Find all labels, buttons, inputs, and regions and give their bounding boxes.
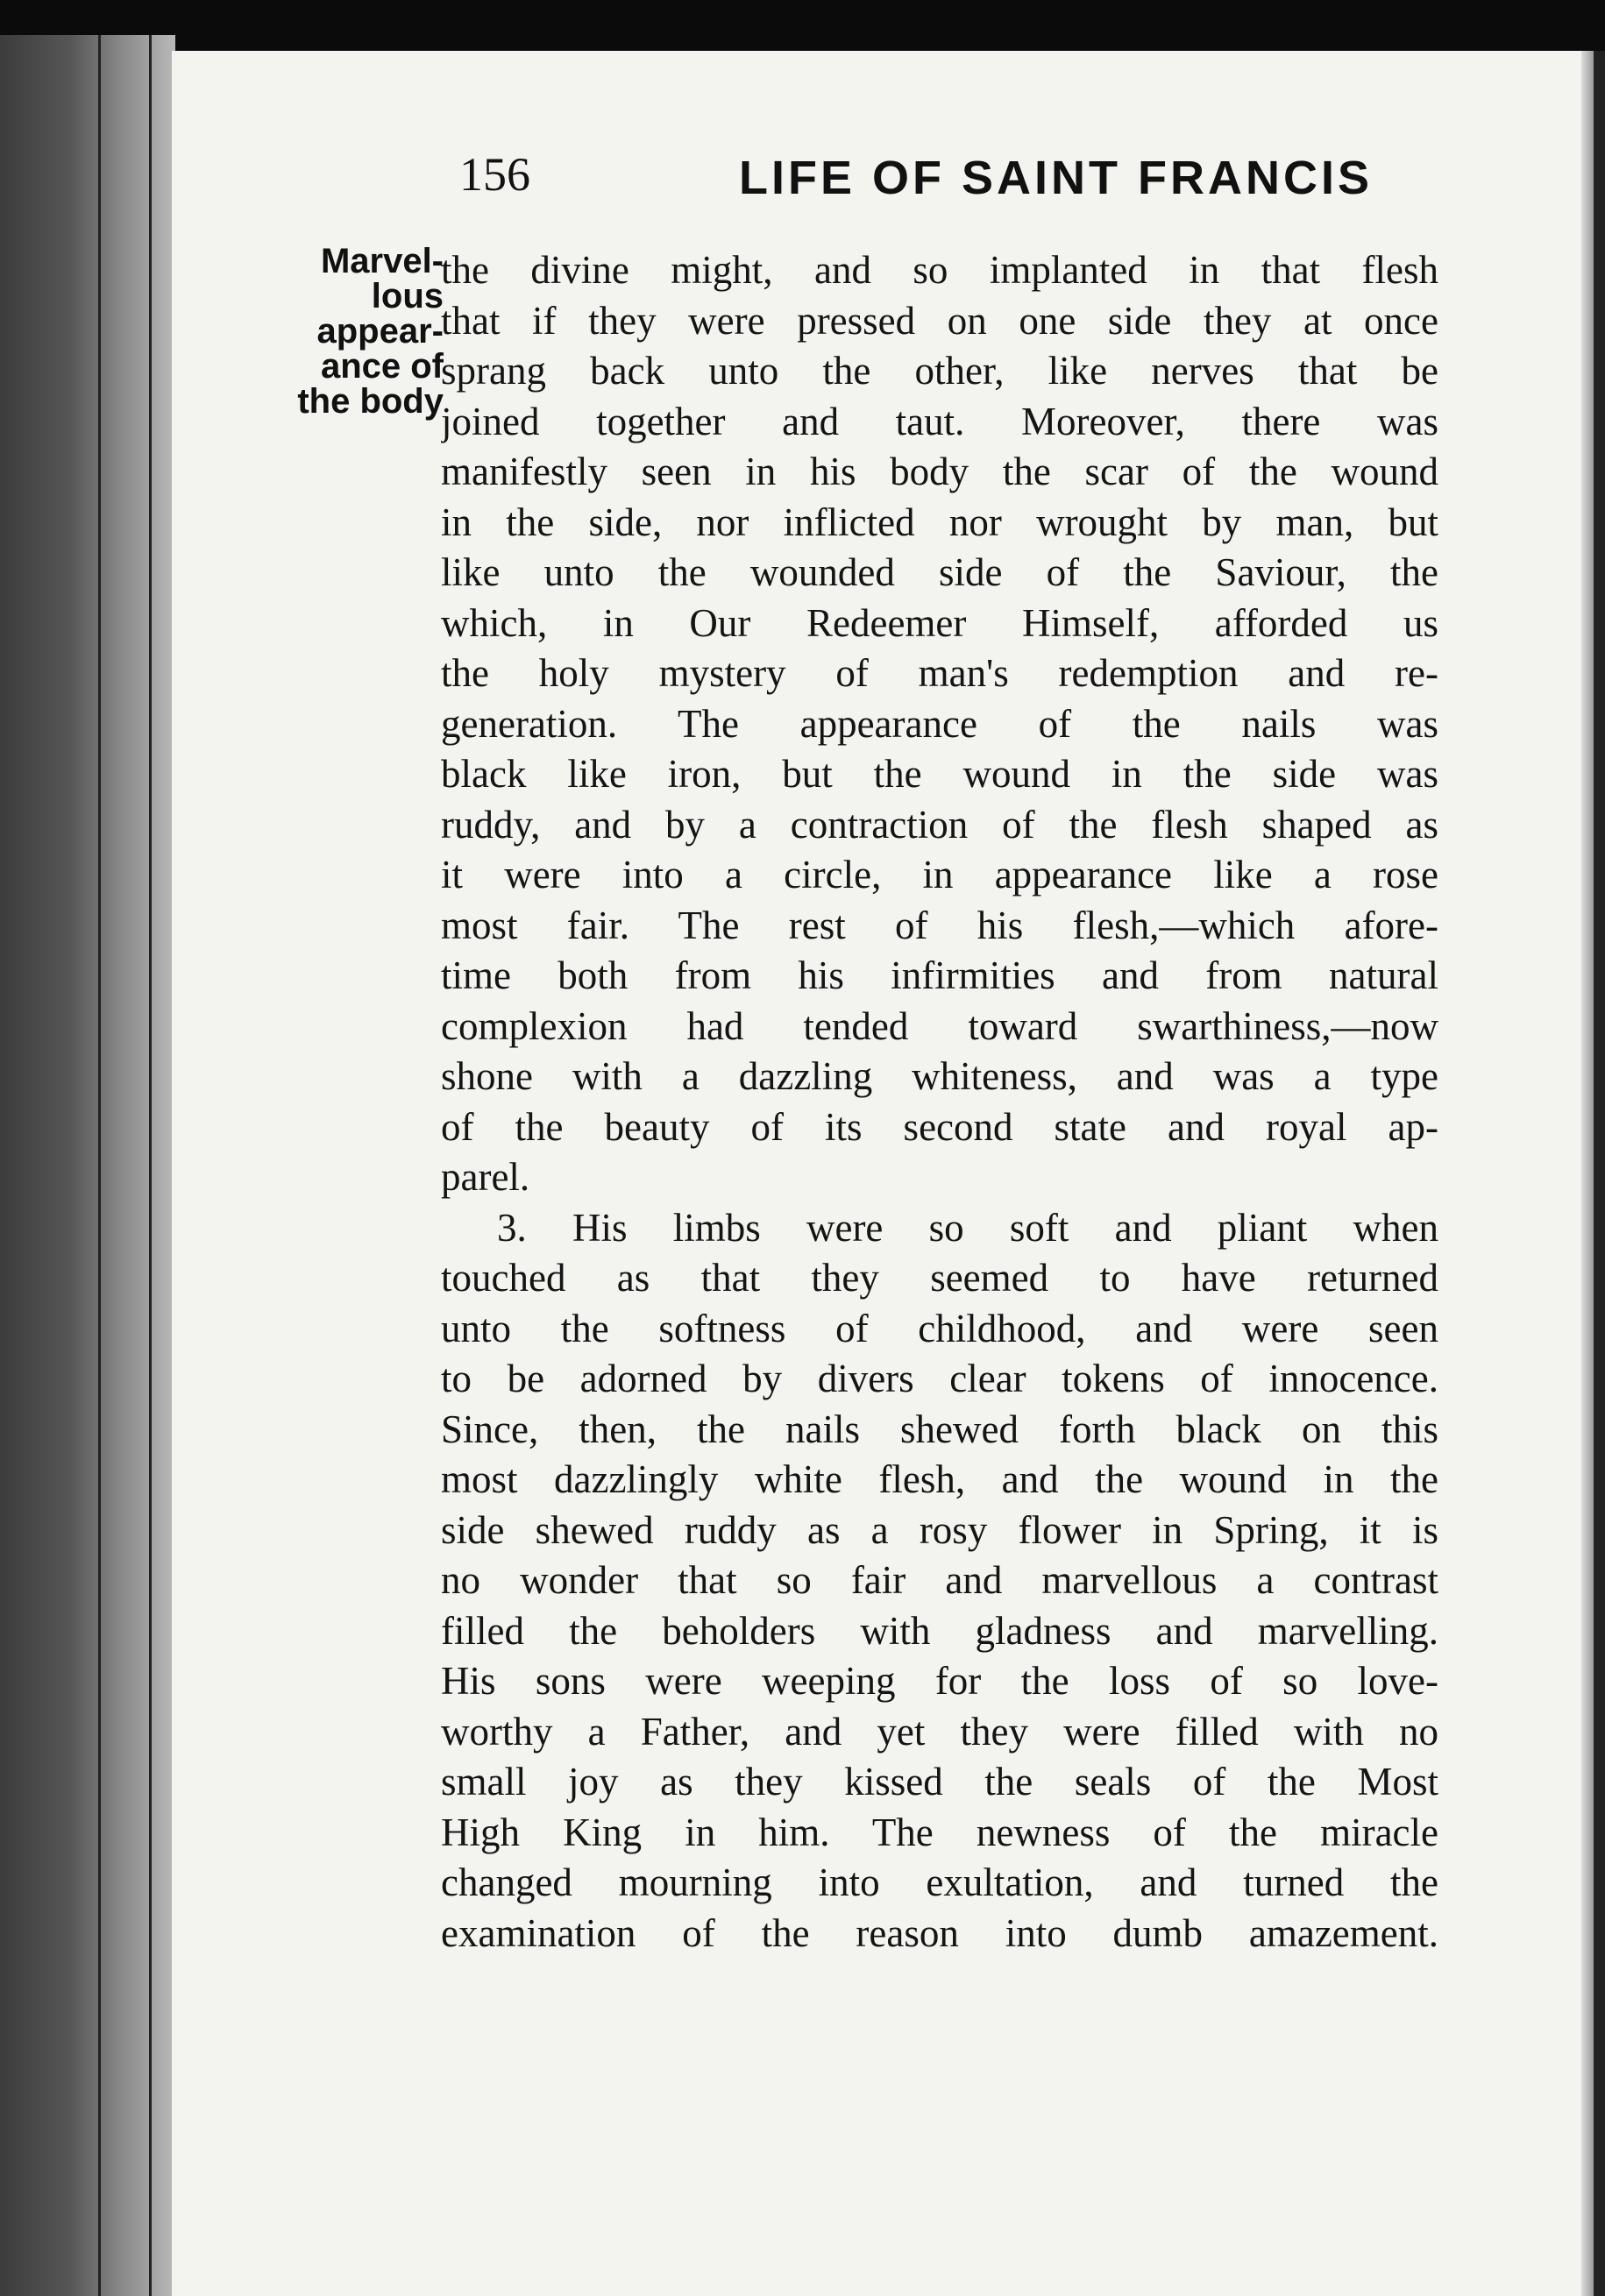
text-line: which, in Our Redeemer Himself, afforded us (441, 600, 1438, 645)
sidenote-line: ance of (320, 347, 444, 386)
text-line: most fair. The rest of his flesh,—which afore- (441, 903, 1438, 947)
text-line: Since, then, the nails shewed forth black on this (441, 1407, 1438, 1451)
sidenote-line: the body (297, 382, 444, 421)
text-line: ruddy, and by a contraction of the flesh shaped as (441, 802, 1438, 847)
text-line: the holy mystery of man's redemption and re- (441, 651, 1438, 695)
text-line: in the side, nor inflicted nor wrought by man, but (441, 500, 1438, 544)
text-line: of the beauty of its second state and royal ap- (441, 1104, 1438, 1149)
text-line: that if they were pressed on one side they at once (441, 298, 1438, 343)
text-line: the divine might, and so implanted in that flesh (441, 248, 1438, 292)
text-line: most dazzlingly white flesh, and the wound in the (441, 1457, 1438, 1501)
page-number: 156 (459, 148, 530, 201)
text-line: parel. (441, 1155, 530, 1199)
text-line: unto the softness of childhood, and were seen (441, 1306, 1438, 1350)
text-line: it were into a circle, in appearance like a rose (441, 853, 1438, 896)
sidenote-line: lous (371, 277, 444, 315)
text-line: filled the beholders with gladness and marvelling. (441, 1608, 1438, 1653)
spine-shadow-line (149, 35, 152, 2296)
text-line: black like iron, but the wound in the side was (441, 752, 1438, 796)
text-line: time both from his infirmities and from natural (441, 953, 1438, 997)
page-header (289, 147, 1429, 217)
text-line: changed mourning into exultation, and turned the (441, 1860, 1438, 1904)
text-line: small joy as they kissed the seals of the Most (441, 1760, 1438, 1803)
text-line: examination of the reason into dumb amazement. (441, 1910, 1438, 1955)
text-line: joined together and taut. Moreover, there was (441, 399, 1438, 443)
text-line: worthy a Father, and yet they were filled with no (441, 1709, 1438, 1754)
sidenote-line: appear- (316, 312, 444, 351)
text-line: His sons were weeping for the loss of so love- (441, 1659, 1438, 1703)
spine-shadow-line (98, 35, 101, 2296)
page-edge (1581, 51, 1594, 2296)
scan-border-top (0, 0, 1605, 53)
text-line: complexion had tended toward swarthiness,—now (441, 1003, 1438, 1048)
running-title: LIFE OF SAINT FRANCIS (739, 152, 1373, 204)
text-line: like unto the wounded side of the Saviour, the (441, 550, 1438, 594)
text-line: 3. His limbs were so soft and pliant when (497, 1205, 1438, 1250)
text-line: touched as that they seemed to have returned (441, 1256, 1438, 1300)
body-text (441, 245, 1438, 1959)
text-line: generation. The appearance of the nails was (441, 701, 1438, 746)
scan-border-right (1594, 51, 1605, 2296)
sidenote-line: Marvel- (320, 242, 444, 280)
text-line: to be adorned by divers clear tokens of innocence. (441, 1357, 1438, 1400)
text-line: side shewed ruddy as a rosy flower in Spring, it is (441, 1507, 1438, 1552)
text-line: no wonder that so fair and marvellous a contrast (441, 1558, 1438, 1602)
text-line: manifestly seen in his body the scar of the wound (441, 450, 1438, 493)
text-line: shone with a dazzling whiteness, and was a type (441, 1054, 1438, 1098)
text-line: High King in him. The newness of the miracle (441, 1810, 1438, 1854)
margin-sidenote (258, 244, 444, 419)
text-line: sprang back unto the other, like nerves that be (441, 349, 1438, 393)
